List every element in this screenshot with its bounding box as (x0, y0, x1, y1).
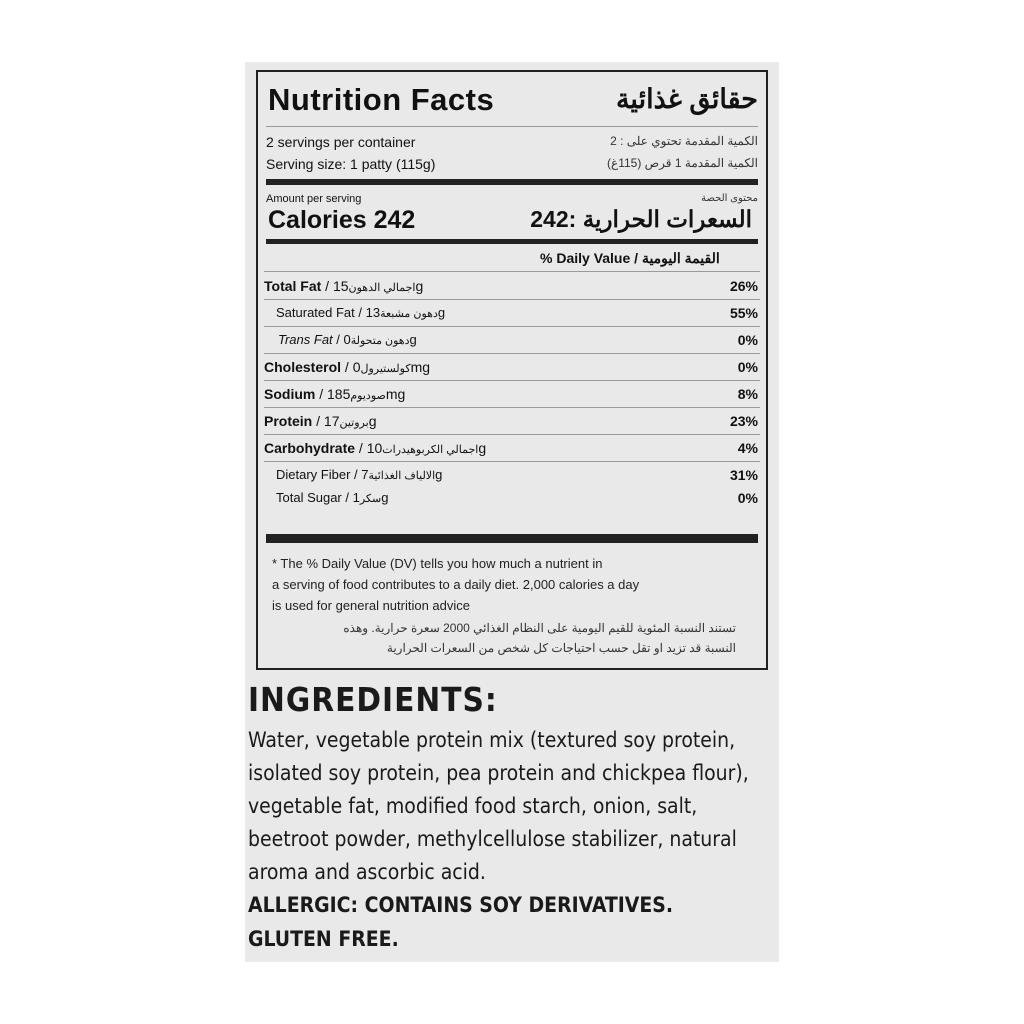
calories-ar: السعرات الحرارية :242 (530, 206, 752, 232)
nutrient-name: Cholesterol (264, 359, 342, 375)
nutrient-name: Trans Fat (278, 332, 333, 347)
servings-per-container-ar: الكمية المقدمة تحتوي على : 2 (610, 134, 758, 148)
nutrient-dv: 0% (737, 490, 758, 506)
nutrient-dv: 26% (729, 278, 758, 294)
nutrient-dv: 0% (737, 359, 758, 375)
nutrient-name: Protein (264, 413, 313, 429)
nutrient-amount: 1g (352, 490, 389, 505)
nutrient-name-ar: بروتين (339, 417, 369, 429)
nutrient-amount: 0mg (352, 359, 431, 375)
nutrient-name-ar: دهون متحولة (350, 335, 410, 347)
nutrition-facts-panel: Nutrition Facts حقائق غذائية 2 servings per container الكمية المقدمة تحتوي على : 2 Serving size: 1 patty (115g) الكمية المقدمة 1 قرص (115غ) Amount per serving محتوى الحصة Calories 242 السعرات الحرارية :242 % Daily Value / القيمة اليومية Total Fat / اجمالي الدهون15g 26% Saturated Fat / دهون مشبعة13g 55% Trans Fat / دهون متحولة0g 0% Cholesterol / كولستيرول0mg 0% Sodium / صوديوم185mg 8% Protein / بروتين17g 23% Carbohydrate / اجمالي الكربوهيدرات10g 4% Dietary Fiber / الالياف الغذائية7g 31% Total Sugar / سكر1g 0% * The % Daily Value (DV) tells you how much a nutrient in a serving of food contributes to a daily diet. 2,000 calories a day is used for general nutrition advice تستند النسبة المئوية للقيم اليومية على النظام الغذائي 2000 سعرة حرارية. وهذه النسبة قد تزيد او تقل حسب احتياجات كل شخص من السعرات الحرارية (256, 70, 768, 670)
nutrient-name-ar: سكر (359, 493, 382, 505)
ingredients-heading: INGREDIENTS: (248, 680, 498, 719)
nutrient-amount: 17g (323, 413, 377, 429)
footnote-line: * The % Daily Value (DV) tells you how much a nutrient in (272, 556, 603, 571)
nutrient-amount: 15g (332, 278, 424, 294)
amount-per-serving-ar: محتوى الحصة (701, 193, 758, 204)
nutrient-dv: 55% (729, 305, 758, 321)
footnote-line: a serving of food contributes to a daily diet. 2,000 calories a day (272, 577, 640, 592)
divider (264, 299, 760, 300)
divider (264, 380, 760, 381)
nutrition-facts-title-ar: حقائق غذائية (615, 84, 758, 114)
nutrient-name: Sodium (264, 386, 316, 402)
divider (266, 126, 758, 127)
nutrient-amount: 0g (343, 332, 417, 347)
nutrient-name: Saturated Fat (276, 305, 355, 320)
divider (264, 407, 760, 408)
nutrient-dv: 8% (737, 386, 758, 402)
divider (264, 271, 760, 272)
ingredients-line: Water, vegetable protein mix (textured soy protein, (248, 728, 736, 752)
nutrient-amount: 10g (366, 440, 487, 456)
nutrient-amount: 13g (365, 305, 446, 320)
nutrient-name: Total Fat (264, 278, 322, 294)
nutrient-name-ar: اجمالي الدهون (348, 282, 416, 294)
calories: Calories 242 (268, 206, 416, 234)
nutrient-name: Total Sugar (276, 490, 342, 505)
footnote-line-ar: تستند النسبة المئوية للقيم اليومية على النظام الغذائي 2000 سعرة حرارية. وهذه (343, 621, 736, 635)
divider (264, 353, 760, 354)
nutrient-name-ar: صوديوم (350, 390, 386, 402)
nutrient-name-ar: دهون مشبعة (380, 308, 438, 320)
thick-divider (266, 534, 758, 543)
nutrient-dv: 0% (737, 332, 758, 348)
servings-per-container: 2 servings per container (266, 134, 416, 150)
nutrient-dv: 23% (729, 413, 758, 429)
thick-divider (266, 239, 758, 244)
nutrient-amount: 185mg (327, 386, 406, 402)
gluten-free-statement: GLUTEN FREE. (248, 927, 399, 951)
serving-size: Serving size: 1 patty (115g) (266, 156, 436, 172)
nutrition-facts-title: Nutrition Facts (268, 82, 495, 117)
nutrient-amount: 7g (361, 467, 443, 482)
divider (264, 434, 760, 435)
nutrient-name-ar: الالياف الغذائية (368, 470, 436, 482)
ingredients-line: aroma and ascorbic acid. (248, 860, 486, 884)
nutrient-dv: 31% (729, 467, 758, 483)
nutrient-name: Dietary Fiber (276, 467, 351, 482)
thick-divider (266, 179, 758, 185)
ingredients-line: isolated soy protein, pea protein and chickpea flour), (248, 761, 749, 785)
serving-size-ar: الكمية المقدمة 1 قرص (115غ) (607, 156, 758, 170)
ingredients-line: vegetable fat, modified food starch, onion, salt, (248, 794, 698, 818)
footnote-line: is used for general nutrition advice (272, 598, 471, 613)
nutrient-dv: 4% (737, 440, 758, 456)
nutrient-name-ar: اجمالي الكربوهيدرات (382, 444, 479, 456)
allergen-statement: ALLERGIC: CONTAINS SOY DERIVATIVES. (248, 893, 674, 917)
footnote-line-ar: النسبة قد تزيد او تقل حسب احتياجات كل شخص من السعرات الحرارية (386, 641, 736, 655)
nutrient-name: Carbohydrate (264, 440, 356, 456)
nutrient-name-ar: كولستيرول (360, 363, 411, 375)
amount-per-serving: Amount per serving (266, 193, 362, 205)
daily-value-header: % Daily Value / القيمة اليومية (540, 250, 720, 266)
divider (264, 326, 760, 327)
divider (264, 461, 760, 462)
ingredients-line: beetroot powder, methylcellulose stabilizer, natural (248, 827, 737, 851)
